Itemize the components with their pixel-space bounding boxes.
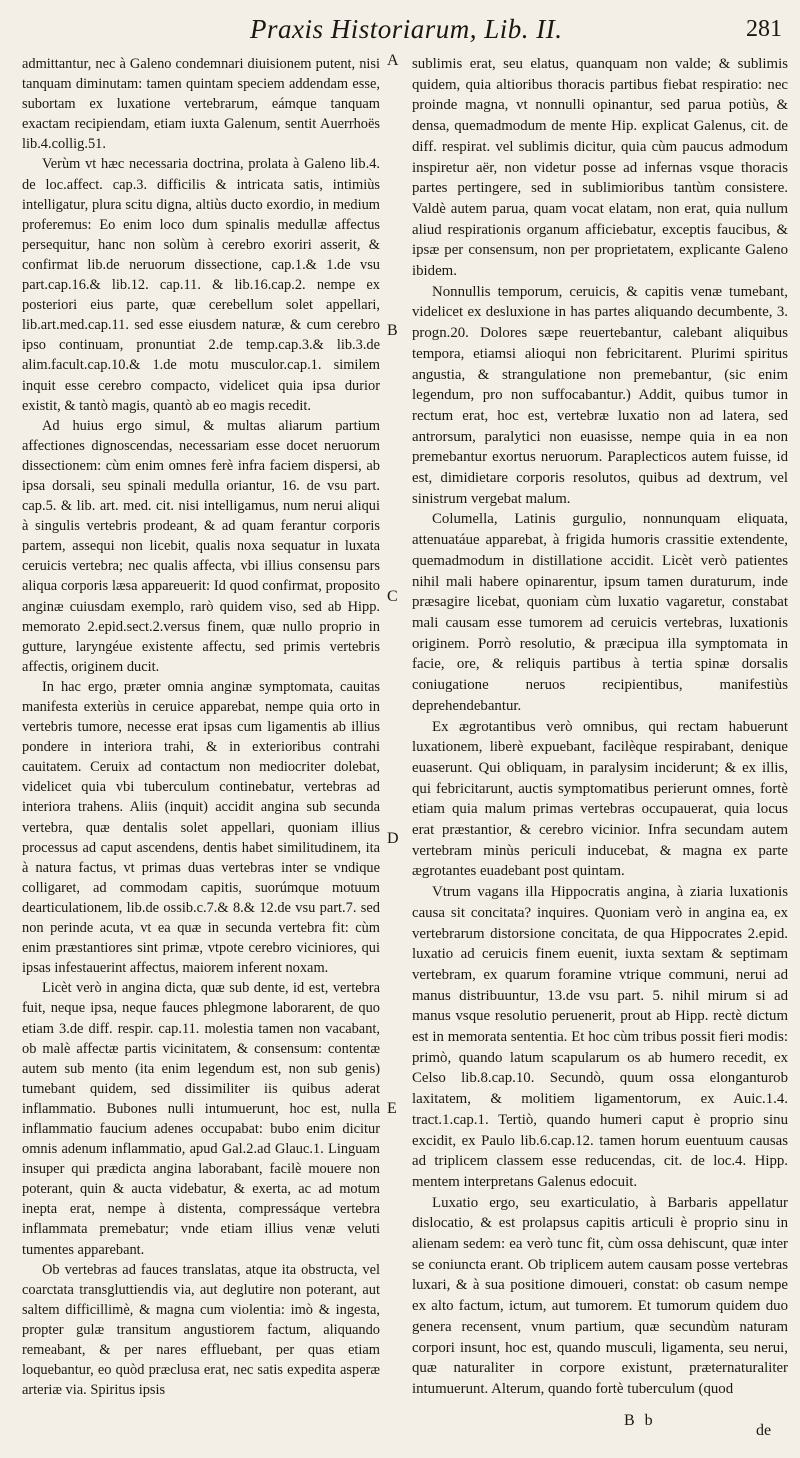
margin-marker: B <box>387 322 398 339</box>
margin-marker: D <box>387 830 399 847</box>
paragraph: admittantur, nec à Galeno condemnari diuisionem putent, nisi tanquam diminutam: tamen quintam speciem addendam esse, subortam ex luxatione vertebrarum, eámque tanquam exactam recipiendam, etiam iuxta Galenum, sentit Auerrhoës lib.4.collig.51. <box>22 56 380 153</box>
signature-mark: B b <box>624 1412 656 1429</box>
catchword: de <box>756 1422 772 1439</box>
left-column <box>22 54 380 1400</box>
paragraph: Ad huius ergo simul, & multas aliarum partium affectiones dignoscendas, necessariam esse docet neruorum dissectionem: cùm enim omnes ferè infra faciem dispersi, ab ipsa dorsali, seu spinali medulla oriantur, 16. de vsu part. cap.5. & lib. art. med. cit. nisi intelligamus, num nerui aliqui à singulis vertebris prodeant, & ad quam ferantur corporis partem, assequi non licebit, qualis noxa sequatur in luxata ceruicis vertebra; nec qualis affecta, vbi illius consensu pars aliqua corporis læsa appareuerit: Id quod confirmat, proposito anginæ cuiusdam exemplo, rarò quidem viso, sed ab Hipp. memorato 2.epid.sect.2.versus finem, quæ nullo proprio in gutture, laryngéue existente affectu, sed primis vertebris affectis, originem ducit. <box>22 417 380 675</box>
paragraph: Nonnullis temporum, ceruicis, & capitis venæ tumebant, videlicet ex desluxione in has partes aliquando decumbente, 3. progn.20. Dolores sæpe reuertebantur, calebant aliquibus tempora, etiamsi alioqui non febricitarent. Plurimi spiritus angustia, & strangulatione non premebantur, (sic enim legendum, pro non suffocabantur.) Addit, quibus tumor in rectum erat, hoc est, vertebræ luxatio non ad latera, sed antrorsum, paralytici non euasisse, nempe quia in ea non premebantur exortus neruorum. Paraplecticos autem fuisse, id est, dimidietare corporis resolutos, quibus ad dextrum, vel sinistrum vergebat malum. <box>412 283 788 507</box>
paragraph: Licèt verò in angina dicta, quæ sub dente, id est, vertebra fuit, neque ipsa, neque fauces phlegmone laborarent, de quo etiam 3.de diff. respir. cap.11. molestia tamen non vacabant, ob malè affectæ partis vicinitatem, & consensum: contentæ autem sub mento (ita enim legendum est, non sub genis) tumebant quidem, sed dissimiliter iis quibus aderat inflammatio. Bubones nulli intumuerunt, hoc est, nulla inflammatio faucium adenes occupabat: bubo enim dicitur omnis adenum inflammatio, apud Gal.2.ad Glauc.1. Linguam insuper qui prædicta angina laborabant, facilè mouere non poterant, quin & aucta videbatur, & exerta, ac ad motum inepta erat, nempe à distenta, compressáque vertebra inflammata premebatur; vnde etiam illius venæ veluti tumentes apparebant. <box>22 980 380 1258</box>
paragraph: Luxatio ergo, seu exarticulatio, à Barbaris appellatur dislocatio, & est prolapsus capitis articuli è proprio sinu in alienam sedem: ea verò tunc fit, cùm ossa dehiscunt, quæ inter se coniuncta erant. Ob triplicem autem causam posse vertebras luxari, & à sua positione dimoueri, constat: ob casum nempe ex alto factum, ictum, aut tumorem. Et tumorum quidem duo genera recensent, vnum partium, quæ secundùm naturam corpori insunt, hoc est, quando musculi, ligamenta, seu nerui, quæ naturaliter in corpore existunt, præternaturaliter intumuerunt. Alterum, quando fortè tuberculum (quod <box>412 1194 788 1397</box>
right-column <box>412 54 788 1400</box>
margin-marker: E <box>387 1100 397 1117</box>
margin-marker: C <box>387 588 398 605</box>
margin-marker: A <box>387 52 399 69</box>
paragraph: In hac ergo, præter omnia anginæ symptomata, cauitas manifesta exteriùs in ceruice apparebat, nempe quia orto in vertebris tumore, necesse erat ipsas cum ligamentis ab illius pondere in interiora trahi, & in exterioribus contrahi cauitatem. Ceruix ad contactum non mediocriter dolebat, videlicet quia vbi tuberculum continebatur, vertebras ad interiora trahens. Aliis (inquit) accidit angina sub secunda vertebra, quæ dentalis solet appellari, quoniam illius processus ad caput ascendens, dentis habet similitudinem, ita à natura factus, vt primas duas vertebras inter se vndique colligaret, ad commodam capitis, suorúmque motuum dearticulationem, lib.de ossib.c.7.& 8.& 12.de vsu part.7. sed non perinde acuta, vt ea quæ in secunda vertebra fit: cùm enim præstantiores sint primæ, vtpote cerebro viciniores, qui ipsas infestauerint affectus, maiorem inferent noxam. <box>22 678 380 977</box>
paragraph: Columella, Latinis gurgulio, nonnunquam eliquata, attenuatáue apparebat, à frigida humoris crassitie extendente, quemadmodum in distillatione accidit. Licèt verò patientes nihil mali habere opinarentur, ipsum tamen duraturum, inde præsagire licebat, quoniam cùm luxatio vagaretur, constabat mali causam esse tumorem ad ceruicis vertebras, luxationis originem. Porrò resolutio, & præcipua illa symptomata in facie, ore, & reliquis partibus à tertia spinæ dorsalis coniugatione neruos recipientibus, manifestiùs deprehendebantur. <box>412 511 788 714</box>
paragraph: Vtrum vagans illa Hippocratis angina, à ziaria luxationis causa sit concitata? inquires. Quoniam verò in angina ea, ex vertebrarum distorsione concitata, de qua Hippocrates 2.epid. luxatio ad ceruicis finem euenit, iuxta sextam & septimam vertebram, ex quarum foramine vtrique communi, nerui ad manus distribuuntur, 13.de vsu part. 5. nihil mirum si ad manus vsque resolutio peruenerit, prout ab Hipp. rectè dictum est in memorata sententia. Et hoc cùm tribus possit fieri modis: primò, quando latum scapularum os ab humero recedit, ex Celso lib.8.cap.10. Secundò, quum ossa elonganturob laxitatem, & molitiem ligamentorum, ex Auic.1.4. tract.1.cap.1. Tertiò, quando humeri caput è proprio sinu excidit, ex Paulo lib.6.cap.12. tamen horum euentuum causas ad triplicem classem esse reducendas, cit. de loc.4. Hipp. mentem interpretans Galenus edocuit. <box>412 884 788 1190</box>
paragraph: Verùm vt hæc necessaria doctrina, prolata à Galeno lib.4. de loc.affect. cap.3. difficilis & intricata satis, intimiùs intelligatur, plura scitu digna, altiùs ducto exordio, in medium proferemus: Eo enim loco dum spinalis medullæ affectus persequitur, hanc non solùm à cerebro exoriri asserit, & confirmat lib.de neruorum dissectione, cap.1.& 1.de vsu part.cap.16.& lib.12. cap.11. & lib.16.cap.2. nempe ex posteriori eius parte, quæ cerebellum solet appellari, lib.art.med.cap.11. sed esse eiusdem naturæ, & cum cerebro ipso continuam, pronuntiat 2.de temp.cap.3.& lib.3.de alim.facult.cap.10.& 1.de motu musculor.cap.1. similem inquit esse cerebro compacto, videlicet quia ipsa durior existit, & tantò magis, quantò ab eo magis recedit. <box>22 156 380 414</box>
running-title: Praxis Historiarum, Lib. II. <box>250 14 563 44</box>
paragraph: Ob vertebras ad fauces translatas, atque ita obstructa, vel coarctata transgluttiendis via, aut deglutire non poterant, aut saltem difficillimè, & magna cum violentia: imò & ingesta, propter gulæ transitum angustiorem factum, aliquando remeabant, & per nares effluebant, per quas etiam loquebantur, eo quòd præclusa erat, nec satis expedita asperæ arteriæ via. Spiritus ipsis <box>22 1261 380 1399</box>
page-header <box>0 6 800 46</box>
page-number: 281 <box>746 16 782 42</box>
paragraph: sublimis erat, seu elatus, quanquam non valde; & sublimis quidem, quia altioribus thoracis partibus fiebat respiratio: nec proinde magna, vt nonnulli opinantur, sed parua potiùs, & densa, quemadmodum de mente Hip. explicat Galenus, cit. de diff. respirat. vel sublimis dicitur, quia cùm paucus admodum inspiretur aër, non videtur posse ad infernas vsque thoracis partes pertingere, sed in sublimioribus tantùm consistere. Valdè autem parua, quam vocat elatam, non erat, quia nullum aliud respirationis organum afficiebatur, exceptis faucibus, & ipsæ per consensum, non per proprietatem, explicante Galeno ibidem. <box>412 56 788 280</box>
paragraph: Ex ægrotantibus verò omnibus, qui rectam habuerunt luxationem, liberè expuebant, facilèque respirabant, denique euaserunt. Qui obliquam, in paralysim inciderunt; & ex illis, qui febricitarunt, auctis symptomatibus perierunt omnes, fortè etiam quia malum primas vertebras occupauerat, quia locus erat præstantior, & cerebro vicinior. Infra secundam autem vertebram minùs periculi inducebat, & magna ex parte ægrotantes euadebant post quintam. <box>412 718 788 880</box>
